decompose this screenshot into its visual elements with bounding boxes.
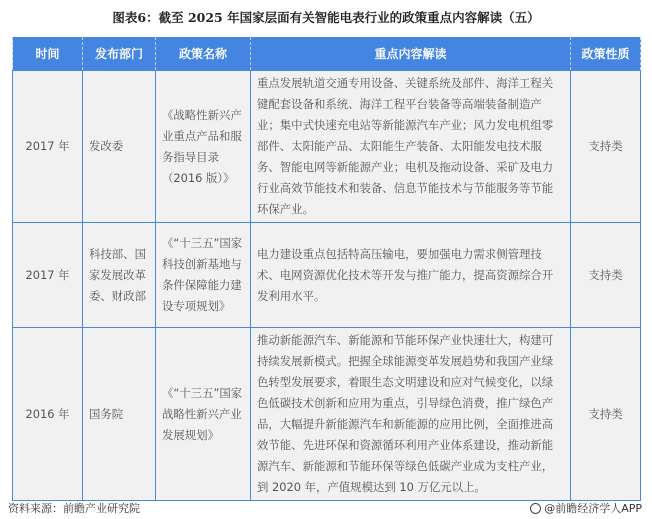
header-name: 政策名称: [156, 37, 251, 71]
cell-dept: 科技部、国家发展改革委、财政部: [83, 223, 156, 328]
cell-dept: 国务院: [83, 328, 156, 501]
brand-logo-icon: [530, 503, 541, 514]
source-note: 资料来源：前瞻产业研究院: [8, 502, 140, 515]
cell-content: 推动新能源汽车、新能源和节能环保产业快速壮大，构建可持续发展新模式。把握全球能源变革发展趋势和我国产业绿色转型发展要求，着眼生态文明建设和应对气候变化，以绿色低碳技术创新和应用为重点，引导绿色消费，推广绿色产品，大幅提升新能源汽车和新能源的应用比例，全面推进高效节能、先进环保和资源循环利用产业体系建设，推动新能源汽车、新能源和节能环保等绿色低碳产业成为支柱产业，到 2020 年，产值规模达到 10 万亿元以上。: [251, 328, 571, 501]
header-nature: 政策性质: [571, 37, 641, 71]
brand-text: @前瞻经济学人APP: [544, 502, 642, 515]
cell-time: 2016 年: [13, 328, 83, 501]
cell-name: 《战略性新兴产业重点产品和服务指导目录（2016 版）》: [156, 71, 251, 223]
cell-content: 电力建设重点包括特高压输电，要加强电力需求侧管理技术、电网资源优化技术等开发与推广能力，提高资源综合开发利用水平。: [251, 223, 571, 328]
cell-name: 《“十三五”国家科技创新基地与条件保障能力建设专项规划》: [156, 223, 251, 328]
table-row: [13, 223, 641, 328]
table-header: [13, 37, 641, 71]
table-row: [13, 71, 641, 223]
header-content: 重点内容解读: [251, 37, 571, 71]
policy-table: [12, 37, 641, 501]
cell-name: 《“十三五”国家战略性新兴产业发展规划》: [156, 328, 251, 501]
cell-dept: 发改委: [83, 71, 156, 223]
header-time: 时间: [13, 37, 83, 71]
cell-time: 2017 年: [13, 71, 83, 223]
cell-content: 重点发展轨道交通专用设备、关键系统及部件、海洋工程关键配套设备和系统、海洋工程平台装备等高端装备制造产业；集中式快速充电站等新能源汽车产业；风力发电机组零部件、太阳能产品、太阳能生产装备、太阳能发电技术服务、智能电网等新能源产业；电机及拖动设备、采矿及电力行业高效节能技术和装备、信息节能技术与节能服务等节能环保产业。: [251, 71, 571, 223]
cell-nature: 支持类: [571, 223, 641, 328]
cell-nature: 支持类: [571, 71, 641, 223]
brand-credit: [530, 500, 642, 516]
table-row: [13, 328, 641, 501]
cell-nature: 支持类: [571, 328, 641, 501]
cell-time: 2017 年: [13, 223, 83, 328]
chart-title: 图表6：截至 2025 年国家层面有关智能电表行业的政策重点内容解读（五）: [112, 10, 540, 25]
header-dept: 发布部门: [83, 37, 156, 71]
